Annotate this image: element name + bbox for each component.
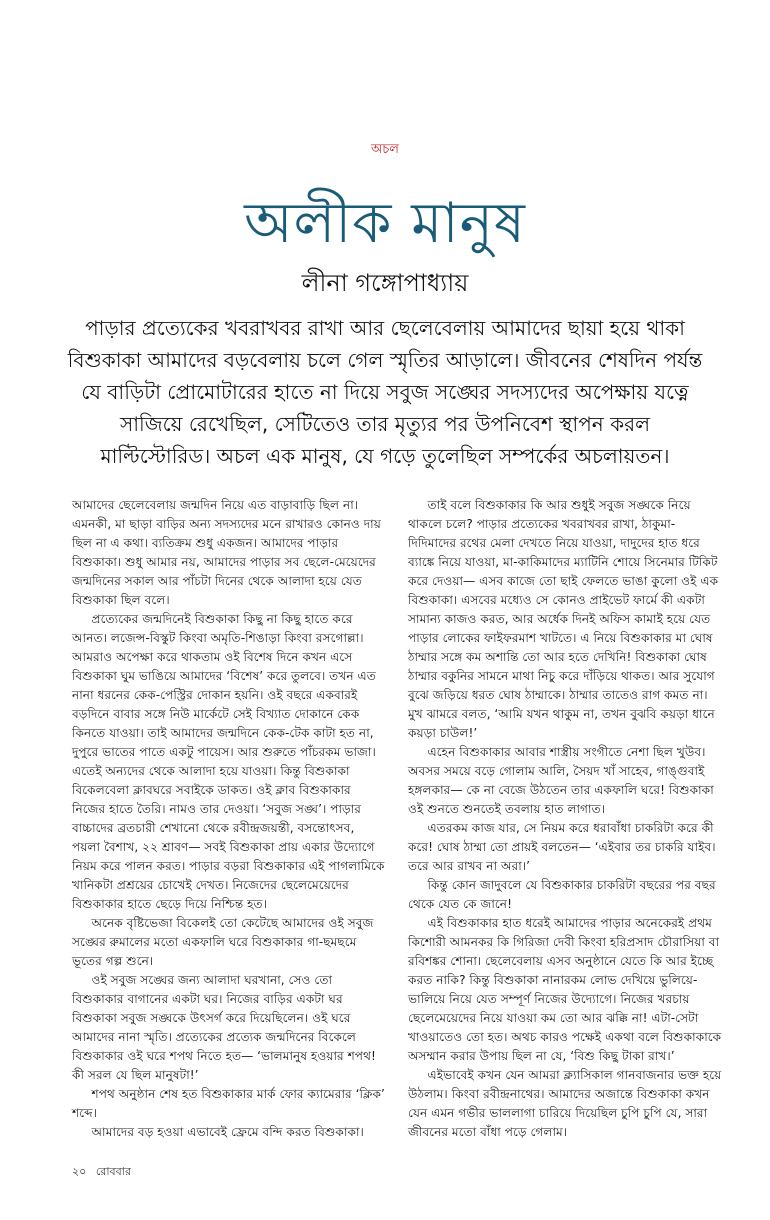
standfirst: পাড়ার প্রত্যেকের খবরাখবর রাখা আর ছেলেবেলায় আমাদের ছায়া হয়ে থাকা বিশুকাকা আমাদের বড়বেলায় চলে গেল স্মৃতির আড়ালে। জীবনের শেষদিন পর্যন্ত যে বাড়িটা প্রোমোটারের হাতে না দিয়ে সবুজ সঙ্ঘের সদস্যদের অপেক্ষায় যত্নে সাজিয়ে রেখেছিল, সেটিতেও তার মৃত্যুর পর উপনিবেশ স্থাপন করল মাল্টিস্টোরিড। অচল এক মানুষ, যে গড়ে তুলেছিল সম্পর্কের অচলায়তন। bbox=[67, 316, 703, 468]
page-footer bbox=[72, 1164, 770, 1180]
paragraph: তাই বলে বিশুকাকার কি আর শুধুই সবুজ সঙ্ঘকে নিয়ে থাকলে চলে? পাড়ার প্রত্যেকের খবরাখবর রাখা, ঠাকুমা-দিদিমাদের রথের মেলা দেখতে নিয়ে যাওয়া, দাদুদের হাত ধরে ব্যাঙ্কে নিয়ে যাওয়া, মা-কাকিমাদের ম্যাটিনি শোয়ে সিনেমার টিকিট করে দেওয়া— এসব কাজে তো ছাই ফেলতে ভাঙা কুলো ওই এক বিশুকাকা। এসবের মধ্যেও সে কোনও প্রাইভেট ফার্মে কী একটা সামান্য কাজও করত, আর অর্ধেক দিনই অফিস কামাই হয়ে যেত পাড়ার লোকের ফাইফরমাশ খাটতে। এ নিয়ে বিশুকাকার মা ঘোষ ঠাম্মার সঙ্গে কম অশান্তি তো আর হতে দেখিনি! বিশুকাকা ঘোষ ঠাম্মার বকুনির সামনে মাথা নিচু করে দাঁড়িয়ে থাকত। আর সুযোগ বুঝে জড়িয়ে ধরত ঘোষ ঠাম্মাকে। ঠাম্মার তাতেও রাগ কমত না। মুখ ঝামরে বলত, ‘আমি যখন থাকুম না, তখন বুঝবি কয়ড়া ধানে কয়ড়া চাউল!’ bbox=[408, 498, 719, 740]
paragraph: কিন্তু কোন জাদুবলে যে বিশুকাকার চাকরিটা বছরের পর বছর থেকে যেত কে জানে! bbox=[408, 878, 716, 911]
body-column-left bbox=[72, 496, 386, 1142]
paragraph: প্রত্যেকের জন্মদিনেই বিশুকাকা কিছু না কিছু হাতে করে আনত। লজেন্স-বিস্কুট কিংবা অমৃতি-শিঙাড়া কিংবা রসগোল্লা। আমরাও অপেক্ষা করে থাকতাম ওই বিশেষ দিনে কখন এসে বিশুকাকা ঘুম ভাঙিয়ে আমাদের ‘বিশেষ’ করে তুলবে। তখন এত নানা ধরনের কেক-পেস্ট্রির দোকান হয়নি। ওই বছরে একবারই বড়দিনে বাবার সঙ্গে নিউ মার্কেটে সেই বিখ্যাত দোকানে কেক কিনতে যাওয়া। তাই আমাদের জন্মদিনে কেক-টেক কাটা হত না, দুপুরে ভাতের পাতে একটু পায়েস। আর শুরুতে পাঁচরকম ভাজা। এতেই অন্যদের থেকে আলাদা হয়ে যাওয়া। কিন্তু বিশুকাকা বিকেলবেলা ক্লাবঘরে সবাইকে ডাকত। ওই ক্লাব বিশুকাকার নিজের হাতে তৈরি। নামও তার দেওয়া। ‘সবুজ সঙ্ঘ’। পাড়ার বাচ্চাদের ব্রতচারী শেখানো থেকে রবীন্দ্রজয়ন্তী, বসন্তোৎসব, পয়লা বৈশাখ, ২২ শ্রাবণ— সবই বিশুকাকা প্রায় একার উদ্যোগে নিয়ম করে পালন করত। পাড়ার বড়রা বিশুকাকার এই পাগলামিকে খানিকটা প্রশ্রয়ের চোখেই দেখত। নিজেদের ছেলেমেয়েদের বিশুকাকার হাতে ছেড়ে দিয়ে নিশ্চিন্ত হত। bbox=[72, 612, 385, 911]
paragraph: আমাদের ছেলেবেলায় জন্মদিন নিয়ে এত বাড়াবাড়ি ছিল না। এমনকী, মা ছাড়া বাড়ির অন্য সদস্যদের মনে রাখারও কোনও দায় ছিল না এ কথা। ব্যতিক্রম শুধু একজন। আমাদের পাড়ার বিশুকাকা। শুধু আমার নয়, আমাদের পাড়ার সব ছেলে-মেয়েদের জন্মদিনের সকাল আর পাঁচটা দিনের থেকে আলাদা হয়ে যেত বিশুকাকা ছিল বলে। bbox=[72, 498, 381, 607]
paragraph: অনেক বৃষ্টিভেজা বিকেলই তো কেটেছে আমাদের ওই সবুজ সঙ্ঘের রুমালের মতো একফালি ঘরে বিশুকাকার গা-ছমছমে ভূতের গল্প শুনে। bbox=[72, 916, 374, 968]
paragraph: ওই সবুজ সঙ্ঘের জন্য আলাদা ঘরখানা, সেও তো বিশুকাকার বাগানের একটা ঘর। নিজের বাড়ির একটা ঘর বিশুকাকা সবুজ সঙ্ঘকে উৎসর্গ করে দিয়েছিলেন। ওই ঘরে আমাদের নানা স্মৃতি। প্রত্যেকের প্রত্যেক জন্মদিনের বিকেলে বিশুকাকার ওই ঘরে শপথ নিতে হত— ‘ভালমানুষ হওয়ার শপথ! কী সরল যে ছিল মানুষটা!’ bbox=[72, 973, 376, 1082]
paragraph: এইভাবেই কখন যেন আমরা ক্ল্যাসিকাল গানবাজনার ভক্ত হয়ে উঠলাম। কিংবা রবীন্দ্রনাথের। আমাদের অজান্তে বিশুকাকা কখন যেন এমন গভীর ভাললাগা চারিয়ে দিয়েছিল চুপি চুপি যে, সারা জীবনের মতো বাঁধা পড়ে গেলাম। bbox=[408, 1068, 722, 1139]
publication-name: রোববার bbox=[95, 1165, 132, 1178]
author-byline: লীনা গঙ্গোপাধ্যায় bbox=[301, 269, 469, 297]
paragraph: এই বিশুকাকার হাত ধরেই আমাদের পাড়ার অনেকেরই প্রথম কিশোরী আমনকর কি গিরিজা দেবী কিংবা হরিপ্রসাদ চৌরাসিয়া বা রবিশঙ্কর শোনা। ছেলেবেলায় এসব অনুষ্ঠানে যেতে কি আর ইচ্ছে করত নাকি? কিন্তু বিশুকাকা নানারকম লোভ দেখিয়ে ভুলিয়ে-ভালিয়ে নিয়ে যেত সম্পূর্ণ নিজের উদ্যোগে। নিজের খরচায় ছেলেমেয়েদের নিয়ে যাওয়া কম তো আর ঝক্কি না! এটা-সেটা খাওয়াতেও তো হত। অথচ কারও পক্ষেই একথা বলে বিশুকাকাকে অসম্মান করার উপায় ছিল না যে, ‘বিশু কিছু টাকা রাখ।’ bbox=[408, 916, 722, 1063]
page-number: ২০ bbox=[72, 1165, 87, 1178]
section-kicker: অচল bbox=[371, 142, 399, 157]
body-columns bbox=[72, 496, 722, 1142]
paragraph: এহেন বিশুকাকার আবার শাস্ত্রীয় সংগীতে নেশা ছিল খুউব। অবসর সময়ে বড়ে গোলাম আলি, সৈয়দ খাঁ সাহেব, গাঙ্গুবাই হঙ্গলকার— কে না বেজে উঠতেন তার একফালি ঘরে! বিশুকাকা ওই শুনতে শুনতেই তবলায় হাত লাগাত। bbox=[408, 745, 714, 816]
paragraph: এতরকম কাজ যার, সে নিয়ম করে ধরাবাঁধা চাকরিটা করে কী করে! ঘোষ ঠাম্মা তো প্রায়ই বলতেন— ‘এইবার তর চাকরি যাইব। তরে আর রাখব না অরা।’ bbox=[408, 821, 716, 873]
paragraph: আমাদের বড় হওয়া এভাবেই ফ্রেমে বন্দি করত বিশুকাকা। bbox=[91, 1125, 364, 1139]
article-title: অলীক মানুষ bbox=[244, 191, 526, 256]
paragraph: শপথ অনুষ্ঠান শেষ হত বিশুকাকার মার্ক ফোর ক্যামেরার ‘ক্লিক’ শব্দে। bbox=[72, 1087, 385, 1120]
body-column-right bbox=[408, 496, 722, 1142]
